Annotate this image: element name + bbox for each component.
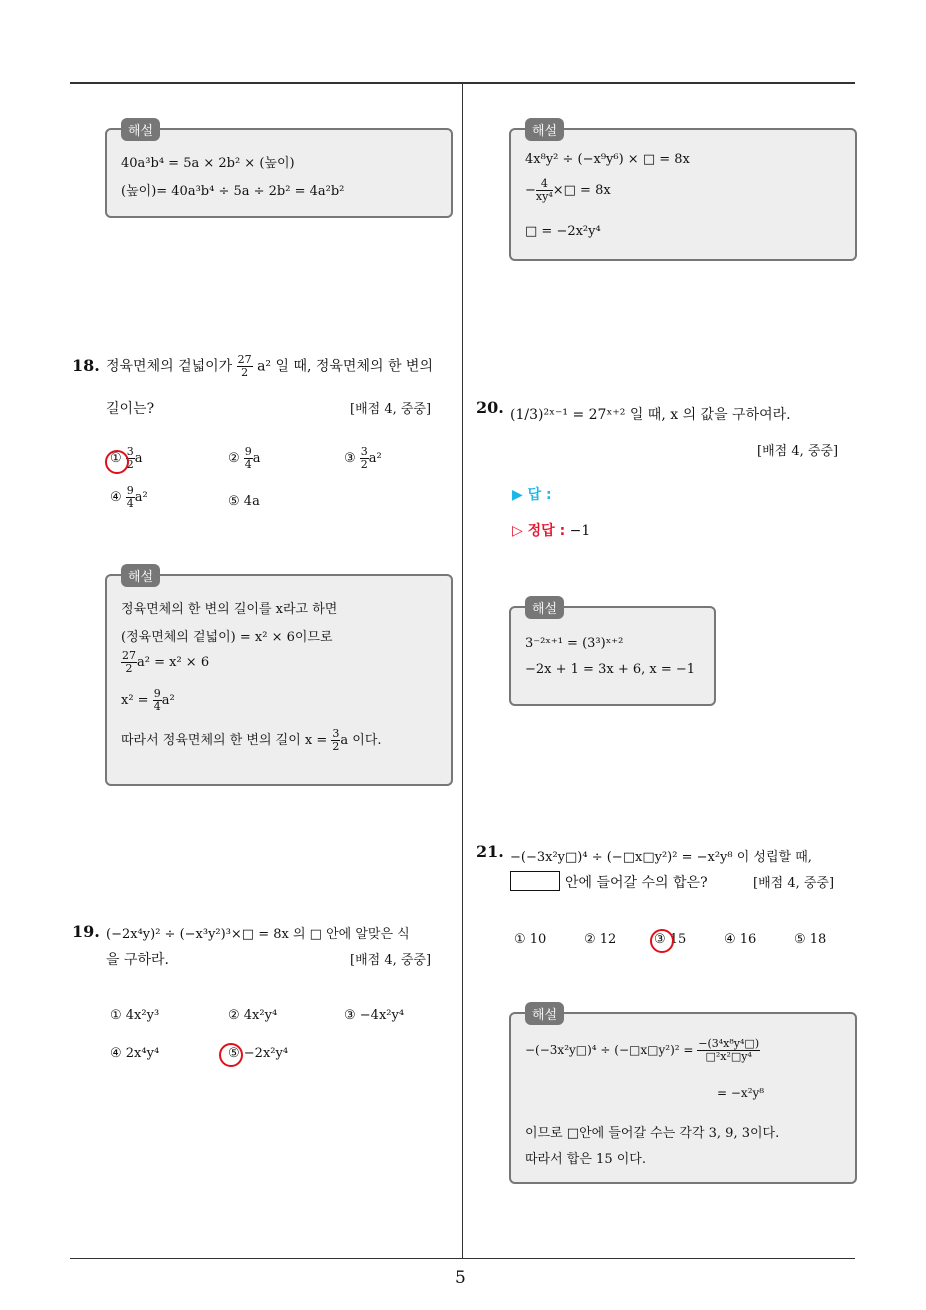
fraction-den: xy⁴ [535,190,553,203]
solution-text: a 이다. [340,733,382,748]
score-label: [배점 4, 중중] [757,444,839,459]
fraction-num: 27 [122,649,136,662]
choice-4[interactable] [110,485,148,510]
fraction-den: 2 [332,740,340,753]
fraction [237,354,253,379]
question-text-21: −(−3x²y□)⁴ ÷ (−□x□y²)² = −x²y⁸ 이 성립할 때, [510,850,812,865]
choice-mark: ② [228,451,240,466]
solution-line: 따라서 합은 15 이다. [525,1152,646,1167]
fraction-num: 27 [237,353,252,366]
solution-line: (높이)= 40a³b⁴ ÷ 5a ÷ 2b² = 4a²b² [121,184,345,199]
solution-line: 이므로 □안에 들어갈 수는 각각 3, 9, 3이다. [525,1126,780,1141]
choice-2[interactable]: ② 4x²y⁴ [228,1008,278,1023]
choice-3[interactable] [344,446,382,471]
solution-box-19 [509,124,857,261]
solution-line [121,728,382,753]
answer-input[interactable] [580,484,780,502]
fraction-den: 2 [126,458,134,471]
solution-box-20 [509,602,716,706]
choice-mark: ① [110,451,122,466]
question-number-21: 21. [476,842,504,861]
fraction-den: 4 [126,497,134,510]
choice-mark: ④ [110,490,122,505]
choice-1[interactable]: ① 4x²y³ [110,1008,160,1023]
fraction-den: 2 [241,366,249,379]
fraction-den: 4 [153,700,161,713]
solution-tag: 해설 [525,118,564,141]
fraction-num: 3 [332,727,340,740]
choice-5[interactable] [228,494,260,509]
question-text-19-line2: 을 구하라. [106,952,169,968]
choice-3[interactable]: ③ −4x²y⁴ [344,1008,405,1023]
question-number-20: 20. [476,398,504,417]
score-label: [배점 4, 중중] [350,953,432,968]
fraction [244,446,253,471]
page-number: 5 [455,1268,466,1288]
fraction-num: 4 [536,178,553,191]
question-text-20: (1/3)²ˣ⁻¹ = 27ˣ⁺² 일 때, x 의 값을 구하여라. [510,407,791,423]
question-text-21-line2: 안에 들어갈 수의 합은? [565,875,708,891]
selected-answer-circle [219,1043,243,1067]
choice-tail: a² [134,490,148,505]
choice-4[interactable]: ④ 2x⁴y⁴ [110,1046,160,1061]
fraction-num: 9 [244,445,252,458]
choice-tail: a [134,451,143,466]
solution-text: 따라서 정육면체의 한 변의 길이 x = [121,733,328,748]
correct-answer [512,520,590,540]
fraction [121,650,137,675]
solution-text: a² = x² × 6 [137,655,210,670]
solution-line: 40a³b⁴ = 5a × 2b² × (높이) [121,156,295,171]
choice-1[interactable]: ① 10 [514,932,547,947]
question-text-18 [106,354,433,379]
solution-box-21 [509,1008,857,1184]
question-text-part: a² 일 때, 정육면체의 한 변의 [257,358,433,375]
solution-text: a² [161,693,175,708]
fraction-num: 3 [126,445,134,458]
selected-answer-circle [105,450,129,474]
solution-line: 4x⁸y² ÷ (−x⁹y⁶) × □ = 8x [525,152,690,167]
solution-box-18 [105,570,453,786]
fraction-num: 9 [153,687,161,700]
fraction-num: −(3⁴x⁸y⁴□) [698,1037,760,1050]
solution-line [525,1038,760,1063]
correct-value: −1 [569,523,591,539]
question-text-19: (−2x⁴y)² ÷ (−x³y²)³×□ = 8x 의 □ 안에 알맞은 식 [106,927,410,942]
choice-tail: a² [368,451,382,466]
correct-label: ▷ 정답 : [512,523,566,539]
question-number-19: 19. [72,922,100,941]
solution-box-17 [105,124,453,218]
solution-line: 3⁻²ˣ⁺¹ = (3³)ˣ⁺² [525,636,624,651]
fraction-num: 3 [360,445,368,458]
fraction-num: 9 [126,484,134,497]
choice-tail: a [252,451,261,466]
solution-line [121,688,175,713]
fraction [126,485,135,510]
solution-line: (정육면체의 겉넓이) = x² × 6이므로 [121,630,333,645]
solution-line: 정육면체의 한 변의 길이를 x라고 하면 [121,602,338,617]
fraction [697,1038,760,1063]
fraction-den: □²x²□y⁴ [705,1050,752,1063]
choice-5[interactable]: ⑤ 18 [794,932,827,947]
question-number-18: 18. [72,356,100,375]
solution-line: = −x²y⁸ [717,1086,765,1100]
choice-4[interactable]: ④ 16 [724,932,757,947]
choice-mark: ⑤ [228,494,240,509]
solution-text: −(−3x²y□)⁴ ÷ (−□x□y²)² = [525,1043,694,1057]
solution-tag: 해설 [121,564,160,587]
bottom-rule [70,1258,855,1259]
solution-line [121,650,209,675]
solution-tag: 해설 [525,1002,564,1025]
selected-answer-circle [650,929,674,953]
solution-tag: 해설 [525,596,564,619]
solution-line: □ = −2x²y⁴ [525,224,601,239]
question-text-18-line2: 길이는? [106,401,155,417]
fraction [536,178,553,203]
choice-2[interactable]: ② 12 [584,932,617,947]
solution-text: x² = [121,693,149,708]
score-label: [배점 4, 중중] [350,402,432,417]
solution-text: ×□ = 8x [552,183,611,198]
question-text-part: 정육면체의 겉넓이가 [106,358,233,375]
answer-label: ▶ 답 : [512,487,552,503]
choice-tail: 4a [243,494,260,509]
score-label: [배점 4, 중중] [753,876,835,891]
fraction-den: 2 [125,662,133,675]
fraction [360,446,369,471]
choice-5[interactable]: ⑤ −2x²y⁴ [228,1046,289,1061]
fraction-den: 2 [360,458,368,471]
answer-blank-box[interactable] [510,871,560,891]
minus-sign: − [525,183,536,198]
column-divider [462,84,463,1258]
solution-line: −2x + 1 = 3x + 6, x = −1 [525,662,696,677]
choice-3[interactable]: ③ 15 [654,932,687,947]
fraction-den: 4 [244,458,252,471]
choice-2[interactable] [228,446,261,471]
fraction [153,688,162,713]
solution-line [525,178,611,203]
choice-mark: ③ [344,451,356,466]
solution-tag: 해설 [121,118,160,141]
